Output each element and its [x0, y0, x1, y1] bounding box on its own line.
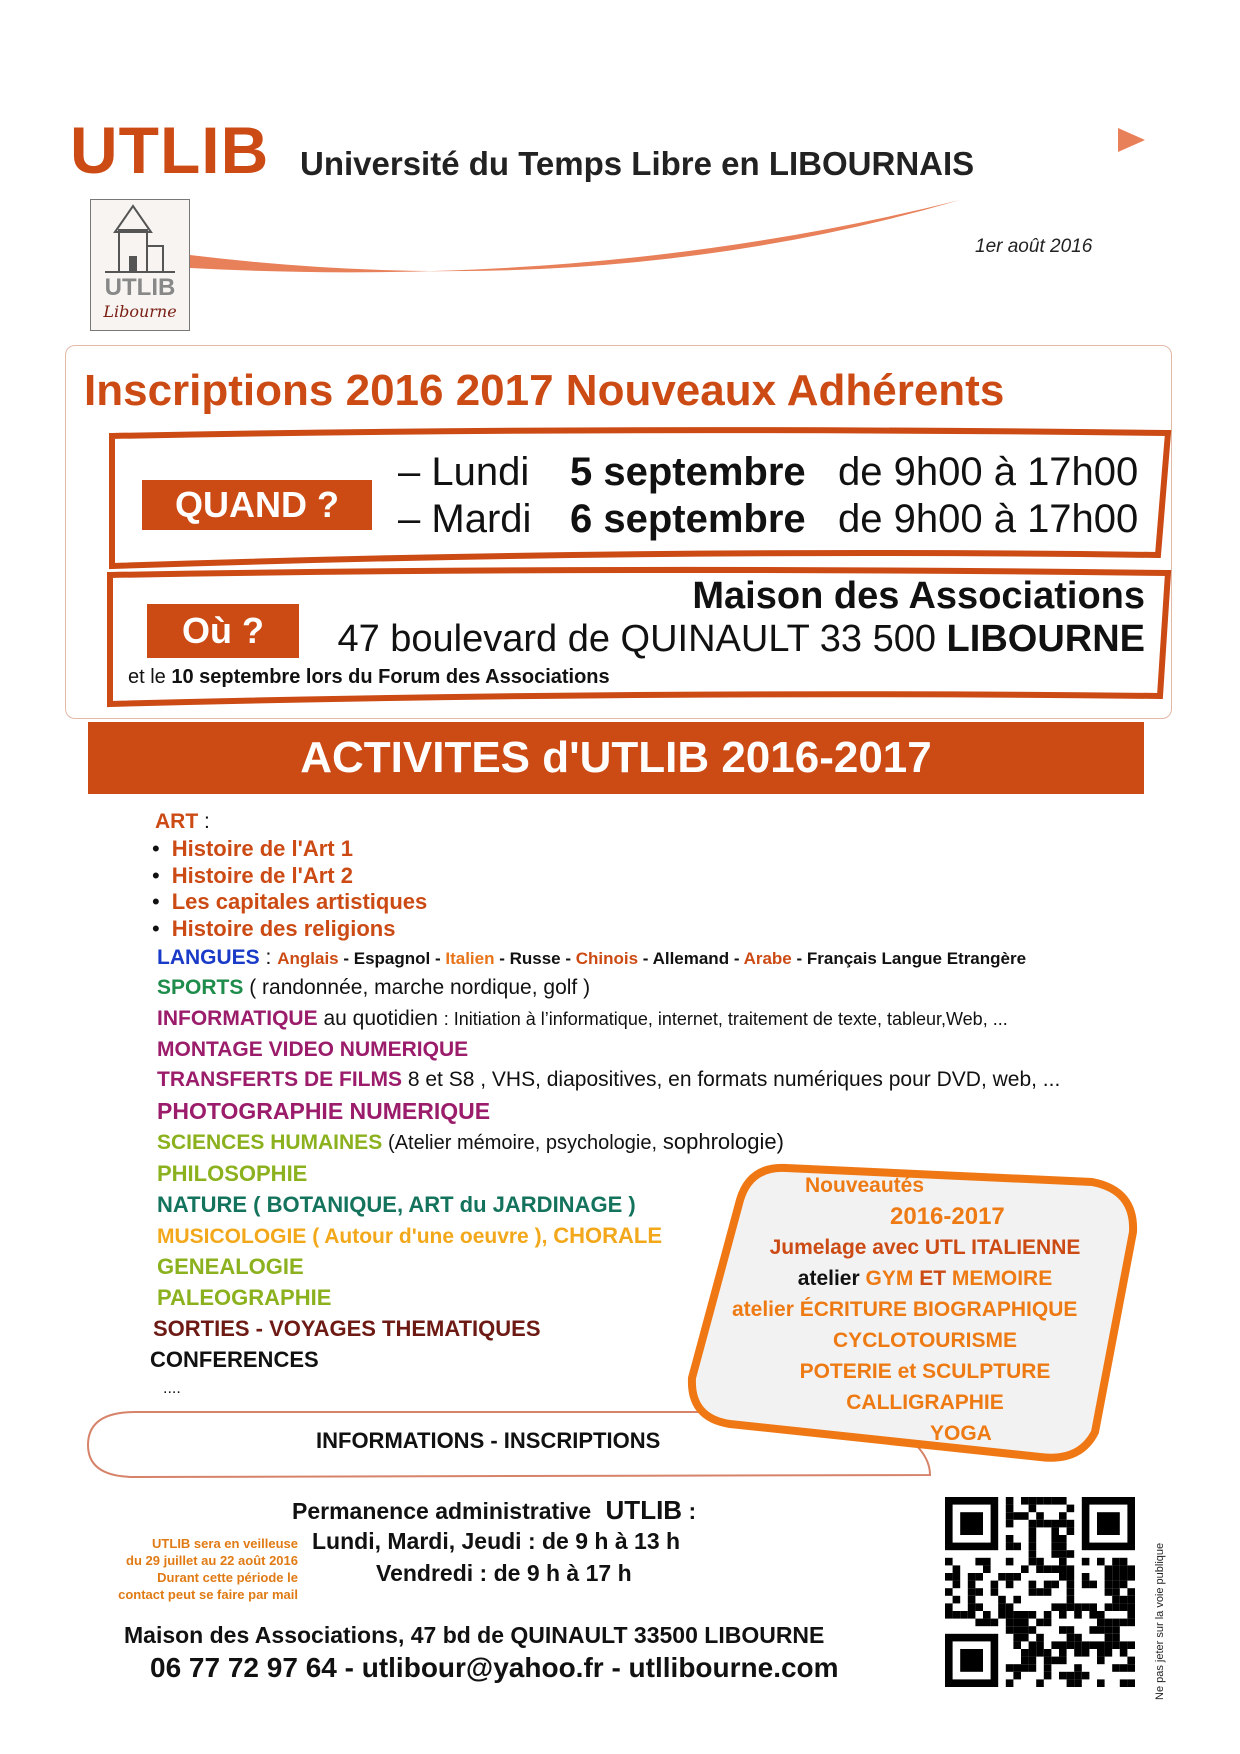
info-inscriptions-label: INFORMATIONS - INSCRIPTIONS [316, 1428, 661, 1453]
transferts-detail: 8 et S8 , VHS, diapositives, en formats numériques pour DVD, web, ... [407, 1068, 1061, 1091]
langue-item: Russe [509, 949, 561, 968]
logo-subtitle: Libourne [103, 302, 177, 321]
veille-note [88, 1535, 298, 1603]
schedule-date: 6 septembre [570, 497, 806, 541]
sorties-line: SORTIES - VOYAGES THEMATIQUES [153, 1316, 541, 1341]
permanence-colon: : [688, 1498, 697, 1524]
sciences-detail: (Atelier mémoire, psychologie, [388, 1132, 658, 1154]
langue-item: Chinois [575, 949, 639, 968]
langue-separator: - [430, 949, 446, 968]
ecriture: atelier ÉCRITURE BIOGRAPHIQUE [732, 1298, 1078, 1321]
permanence-brand: UTLIB [605, 1495, 683, 1525]
langue-separator: - [560, 949, 576, 968]
langue-item: Anglais [277, 949, 339, 968]
ne-pas-jeter-note: Ne pas jeter sur la voie publique [1154, 1542, 1166, 1700]
art-item-label: Histoire de l'Art 1 [171, 836, 353, 861]
art-item: • Les capitales artistiques [152, 889, 428, 914]
schedule-hours: de 9h00 à 17h00 [838, 497, 1139, 541]
philo-line: PHILOSOPHIE [157, 1161, 308, 1186]
university-title: Université du Temps Libre en LIBOURNAIS [300, 145, 975, 182]
activities-banner: ACTIVITES d'UTLIB 2016-2017 [88, 722, 1144, 794]
langue-item: Italien [445, 949, 495, 968]
sciences-label: SCIENCES HUMAINES [157, 1131, 383, 1154]
langues-label: LANGUES [157, 946, 260, 969]
forum-date: 10 septembre lors du Forum des Associations [171, 666, 610, 688]
poterie: POTERIE et SCULPTURE [799, 1360, 1051, 1383]
calligraphie: CALLIGRAPHIE [846, 1391, 1004, 1414]
schedule-hours: de 9h00 à 17h00 [838, 450, 1139, 494]
nouveautes-year: 2016-2017 [890, 1203, 1005, 1230]
musico-a: MUSICOLOGIE [157, 1225, 307, 1248]
art-label: ART [155, 810, 199, 833]
sports-label: SPORTS [157, 976, 244, 999]
musico-c: CHORALE [553, 1223, 663, 1248]
art-item: • Histoire de l'Art 2 [152, 863, 353, 888]
langue-separator: - [338, 949, 354, 968]
langue-item: Arabe [743, 949, 792, 968]
address-street: 47 boulevard de QUINAULT 33 500 [337, 618, 936, 660]
langue-separator: - [494, 949, 510, 968]
nouveautes-list [720, 1170, 1130, 1449]
langue-separator: - [791, 949, 807, 968]
langue-item: Français Langue Etrangère [806, 949, 1027, 968]
nouveautes-title: Nouveautés [805, 1174, 925, 1197]
permanence-hours-2: Vendredi : de 9 h à 17 h [376, 1560, 632, 1586]
gym-a: atelier [797, 1267, 860, 1290]
veille-line: Durant cette période le [157, 1570, 298, 1585]
footer-address: Maison des Associations, 47 bd de QUINAULT 33500 LIBOURNE [124, 1622, 825, 1648]
quand-badge: QUAND ? [142, 480, 372, 530]
langue-separator: - [638, 949, 653, 968]
photo-line: PHOTOGRAPHIE NUMERIQUE [157, 1098, 491, 1124]
yoga: YOGA [930, 1422, 992, 1445]
gym-memoire [720, 1263, 1130, 1294]
cyclo: CYCLOTOURISME [833, 1329, 1017, 1352]
ou-badge: Où ? [147, 604, 299, 658]
langue-item: Espagnol [353, 949, 431, 968]
transferts-label: TRANSFERTS DE FILMS [157, 1068, 402, 1091]
schedule-day: Mardi [431, 497, 532, 541]
permanence-hours-1: Lundi, Mardi, Jeudi : de 9 h à 13 h [312, 1528, 681, 1554]
permanence-title [292, 1495, 696, 1526]
sports-detail: ( randonnée, marche nordique, golf ) [249, 976, 591, 999]
art-item-label: Histoire de l'Art 2 [171, 863, 353, 888]
qr-code-icon [945, 1497, 1135, 1687]
langue-item: Allemand [652, 949, 730, 968]
schedule-date: 5 septembre [570, 450, 806, 494]
jumelage: Jumelage avec UTL ITALIENNE [769, 1236, 1081, 1259]
art-item: • Histoire de l'Art 1 [152, 836, 353, 861]
montage-line: MONTAGE VIDEO NUMERIQUE [157, 1038, 469, 1061]
schedule-day: Lundi [431, 450, 530, 494]
address-city: LIBOURNE [946, 618, 1145, 660]
footer-contact: 06 77 72 97 64 - utlibour@yahoo.fr - utllibourne.com [150, 1652, 839, 1683]
veille-line: UTLIB sera en veilleuse [152, 1536, 298, 1551]
gym-d: MEMOIRE [951, 1267, 1053, 1290]
art-item: • Histoire des religions [152, 916, 396, 941]
document-date: 1er août 2016 [975, 236, 1093, 257]
informatique-label: INFORMATIQUE [157, 1007, 318, 1030]
venue-name: Maison des Associations [692, 575, 1145, 617]
informatique-detail-b: : Initiation à l’informatique, internet, traitement de texte, tableur,Web, ... [443, 1009, 1008, 1029]
veille-line: contact peut se faire par mail [118, 1587, 298, 1602]
genealogie-line: GENEALOGIE [157, 1254, 304, 1279]
sciences-tail: sophrologie) [662, 1129, 784, 1154]
art-item-label: Histoire des religions [171, 916, 396, 941]
gym-c: ET [919, 1267, 947, 1290]
langue-separator: - [729, 949, 744, 968]
conferences-line: CONFERENCES [150, 1347, 319, 1372]
logo-word: UTLIB [104, 274, 176, 301]
musico-b: ( Autour d'une oeuvre ), [312, 1225, 548, 1248]
paleo-line: PALEOGRAPHIE [157, 1285, 332, 1310]
permanence-label: Permanence administrative [292, 1498, 592, 1524]
veille-line: du 29 juillet au 22 août 2016 [126, 1553, 298, 1568]
forum-prefix: et le [128, 666, 166, 688]
ellipsis: .... [163, 1380, 181, 1397]
gym-b: GYM [865, 1267, 914, 1290]
schedule-dash: – [398, 450, 421, 494]
nature-line: NATURE ( BOTANIQUE, ART du JARDINAGE ) [157, 1192, 636, 1217]
inscriptions-title: Inscriptions 2016 2017 Nouveaux Adhérents [84, 366, 1005, 415]
langues-sep: : [265, 946, 272, 969]
art-item-label: Les capitales artistiques [171, 889, 428, 914]
art-sep: : [204, 810, 210, 833]
schedule-dash: – [398, 497, 421, 541]
brand-title: UTLIB [70, 113, 270, 187]
informatique-detail-a: au quotidien [323, 1007, 438, 1030]
